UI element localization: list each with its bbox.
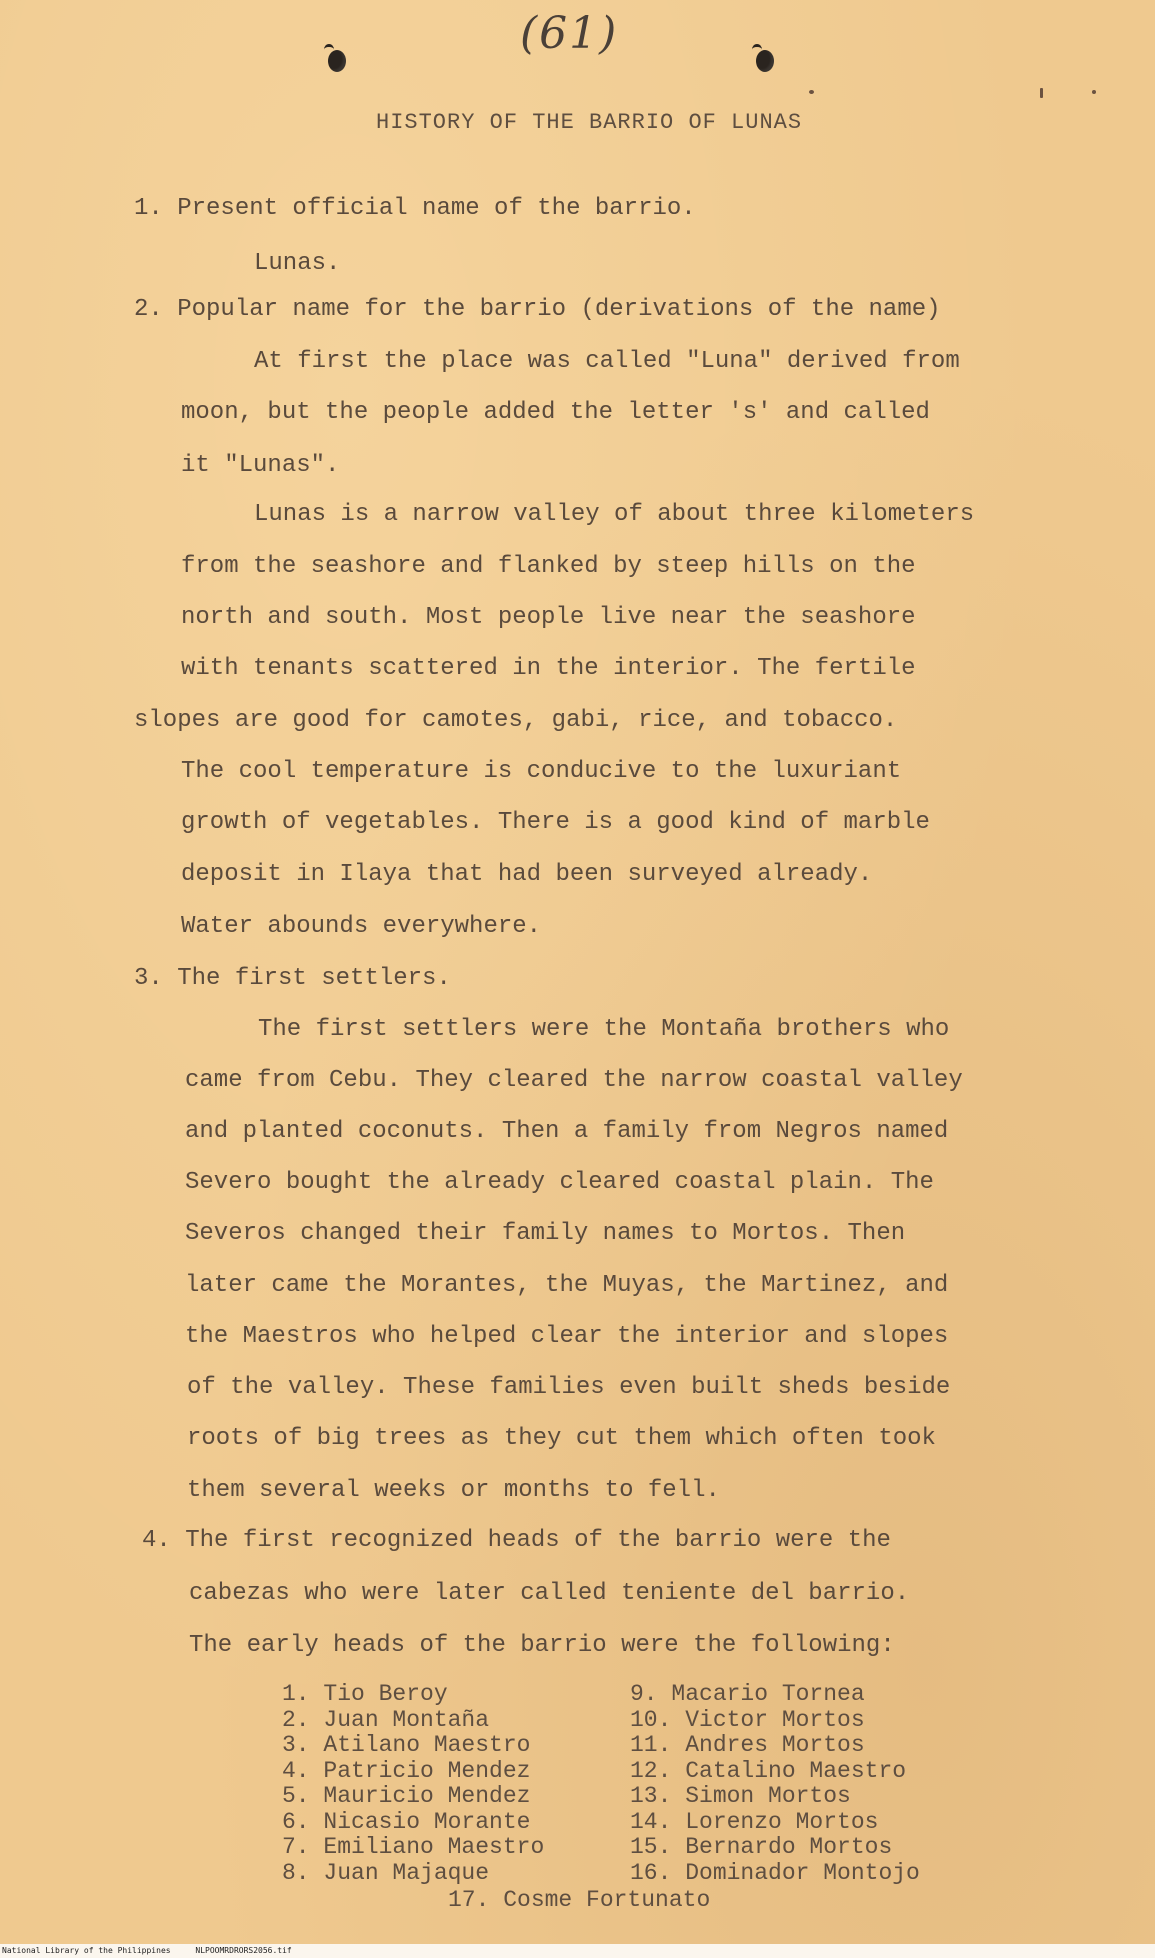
punch-hole-left bbox=[328, 50, 346, 72]
text-line: them several weeks or months to fell. bbox=[187, 1477, 720, 1504]
document-title: HISTORY OF THE BARRIO OF LUNAS bbox=[376, 110, 803, 135]
text-line: Severo bought the already cleared coastal plain. The bbox=[185, 1169, 934, 1196]
list-item: 17. Cosme Fortunato bbox=[448, 1887, 711, 1913]
text-line: Lunas. bbox=[254, 250, 341, 277]
text-line: slopes are good for camotes, gabi, rice, and tobacco. bbox=[134, 707, 898, 734]
scan-footer bbox=[0, 1944, 1155, 1958]
list-item: 1. Tio Beroy bbox=[282, 1681, 448, 1707]
text-line: of the valley. These families even built sheds beside bbox=[187, 1374, 951, 1401]
text-line: deposit in Ilaya that had been surveyed already. bbox=[181, 861, 873, 888]
text-line: the Maestros who helped clear the interior and slopes bbox=[185, 1323, 949, 1350]
text-line: The early heads of the barrio were the following: bbox=[189, 1632, 895, 1659]
list-item: 8. Juan Majaque bbox=[282, 1859, 490, 1886]
list-item: 15. Bernardo Mortos bbox=[630, 1834, 893, 1860]
page-number: (61) bbox=[520, 8, 619, 59]
text-line: Lunas is a narrow valley of about three kilometers bbox=[254, 501, 975, 528]
text-line: it "Lunas". bbox=[181, 452, 340, 479]
list-item: 4. Patricio Mendez bbox=[282, 1757, 531, 1784]
text-line: came from Cebu. They cleared the narrow coastal valley bbox=[185, 1067, 963, 1094]
list-item: 10. Victor Mortos bbox=[630, 1706, 865, 1733]
list-item: 3. Atilano Maestro bbox=[282, 1732, 531, 1758]
text-line: growth of vegetables. There is a good kind of marble bbox=[181, 809, 930, 836]
list-item: 11. Andres Mortos bbox=[630, 1732, 865, 1758]
text-line: The first settlers were the Montaña brothers who bbox=[258, 1016, 950, 1043]
heads-list-right bbox=[630, 1682, 920, 1886]
text-line: 3. The first settlers. bbox=[134, 965, 451, 992]
list-item: 14. Lorenzo Mortos bbox=[630, 1808, 879, 1835]
heads-list-last bbox=[448, 1888, 710, 1914]
text-line: moon, but the people added the letter 's' and called bbox=[181, 399, 930, 426]
text-line: cabezas who were later called teniente del barrio. bbox=[189, 1580, 910, 1607]
text-line: 4. The first recognized heads of the barrio were the bbox=[142, 1527, 891, 1554]
text-line: 1. Present official name of the barrio. bbox=[134, 195, 696, 222]
list-item: 9. Macario Tornea bbox=[630, 1681, 865, 1707]
heads-list-left bbox=[282, 1682, 544, 1886]
text-line: Water abounds everywhere. bbox=[181, 913, 542, 940]
list-item: 16. Dominador Montojo bbox=[630, 1859, 920, 1886]
text-line: Severos changed their family names to Mortos. Then bbox=[185, 1220, 906, 1247]
list-item: 13. Simon Mortos bbox=[630, 1783, 851, 1809]
text-line: roots of big trees as they cut them which often took bbox=[187, 1425, 936, 1452]
text-line: 2. Popular name for the barrio (derivations of the name) bbox=[134, 296, 941, 323]
punch-hole-right bbox=[756, 50, 774, 72]
list-item: 6. Nicasio Morante bbox=[282, 1808, 531, 1835]
text-line: and planted coconuts. Then a family from Negros named bbox=[185, 1118, 949, 1145]
speck bbox=[809, 90, 814, 94]
list-item: 5. Mauricio Mendez bbox=[282, 1783, 531, 1809]
list-item: 2. Juan Montaña bbox=[282, 1706, 490, 1733]
text-line: with tenants scattered in the interior. The fertile bbox=[181, 655, 916, 682]
speck bbox=[1040, 88, 1043, 98]
text-line: north and south. Most people live near the seashore bbox=[181, 604, 916, 631]
footer-file: NLPOOMRDRORS2056.tif bbox=[195, 1946, 292, 1955]
text-line: At first the place was called "Luna" derived from bbox=[254, 348, 960, 375]
speck bbox=[1092, 90, 1096, 94]
text-line: from the seashore and flanked by steep hills on the bbox=[181, 553, 916, 580]
list-item: 7. Emiliano Maestro bbox=[282, 1834, 545, 1860]
text-line: later came the Morantes, the Muyas, the Martinez, and bbox=[185, 1272, 949, 1299]
footer-library: National Library of the Philippines bbox=[2, 1946, 171, 1955]
text-line: The cool temperature is conducive to the luxuriant bbox=[181, 758, 902, 785]
list-item: 12. Catalino Maestro bbox=[630, 1757, 907, 1784]
